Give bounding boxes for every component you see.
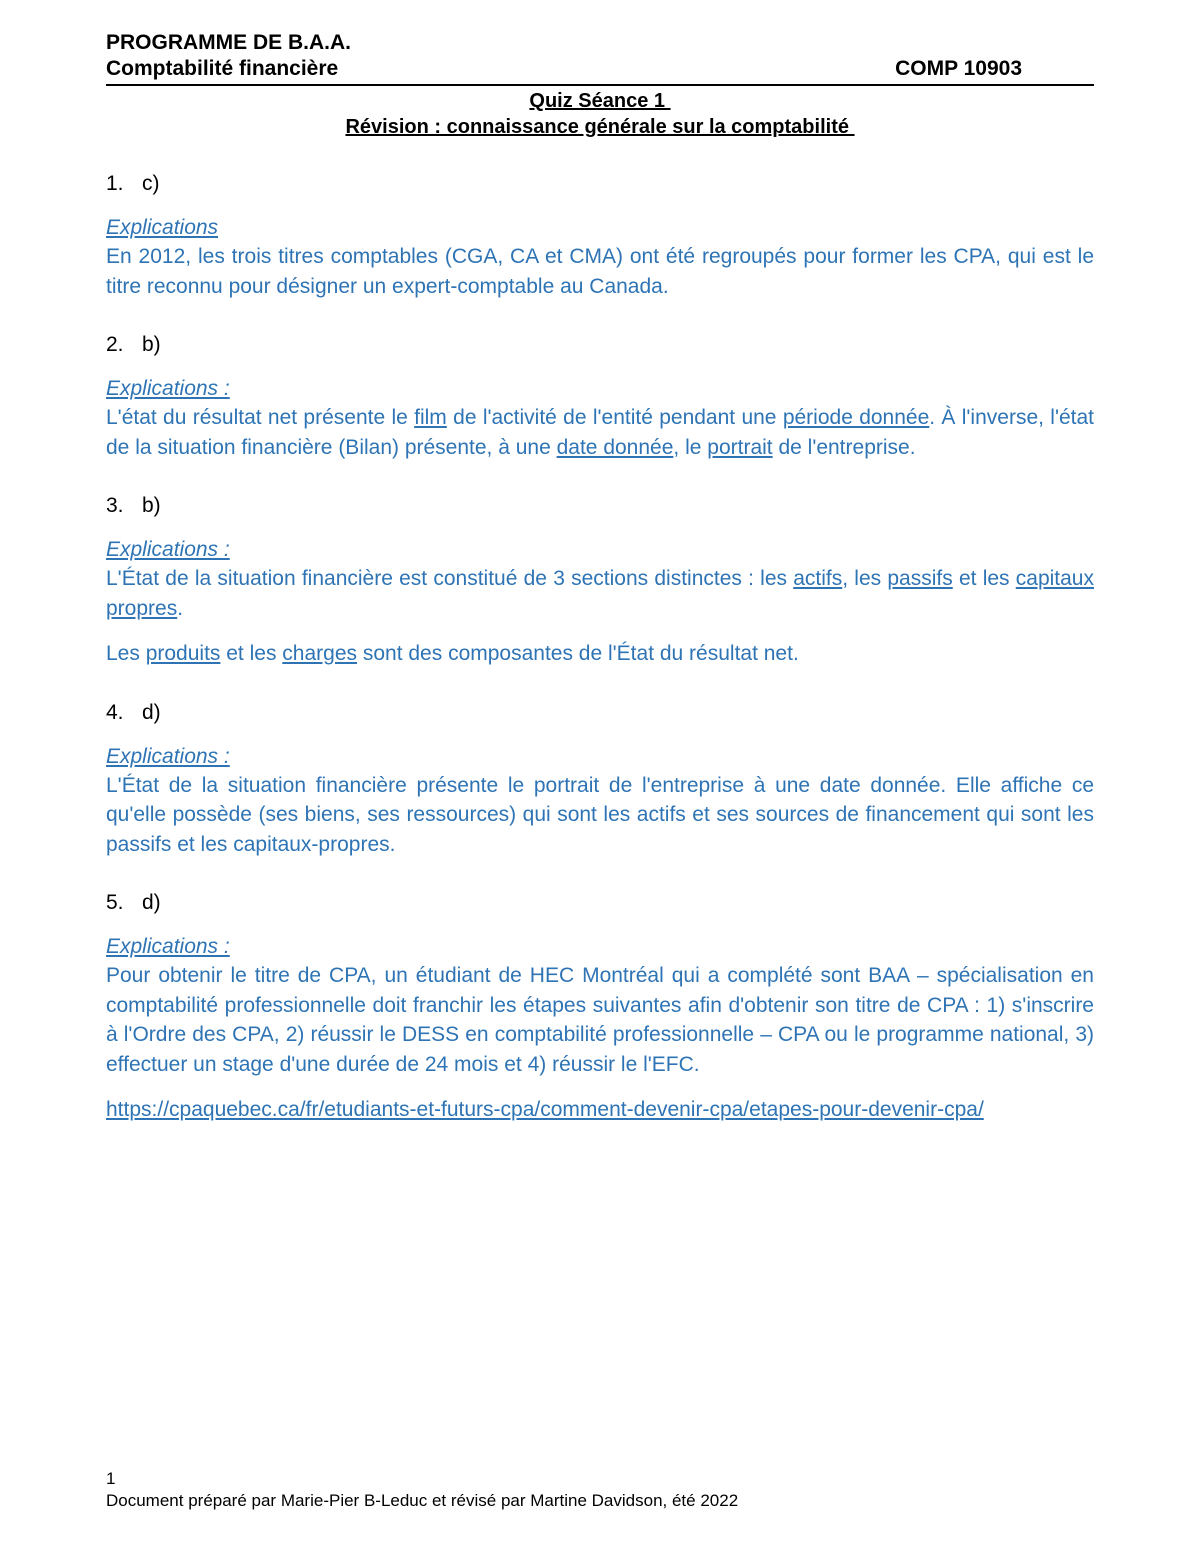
explanation-text-2 [106,639,1094,669]
question-answer: d) [142,700,161,724]
text-segment: de l'entreprise. [772,435,916,459]
document-page [106,30,1094,1124]
question-number: 3. [106,494,124,517]
keyword-produits: produits [145,642,221,665]
text-segment: sont des composantes de l'État du résultat net. [357,642,799,665]
text-segment: . [177,596,184,620]
quiz-title: Quiz Séance 1 [529,90,671,112]
cpa-quebec-link[interactable]: https://cpaquebec.ca/fr/etudiants-et-futurs-cpa/comment-devenir-cpa/etapes-pour-devenir-cpa/ [106,1098,984,1121]
question-answer: d) [142,891,161,914]
explanation-text: Pour obtenir le titre de CPA, un étudiant de HEC Montréal qui a complété sont BAA – spécialisation en comptabilité professionnelle doit franchir les étapes suivantes afin d'obtenir son titre de CPA : 1) s'inscrire à l'Ordre des CPA, 2) réussir le DESS en comptabilité professionnelle – CPA ou le programme national, 3) effectuer un stage d'une durée de 24 mois et 4) réussir le l'EFC. [106,964,1094,1076]
explanation-3 [106,535,1094,669]
explanation-1 [106,213,1094,301]
keyword-actifs: actifs [793,567,843,590]
keyword-passifs: passifs [887,567,953,590]
footer-credit: Document préparé par Marie-Pier B-Leduc et révisé par Martine Davidson, été 2022 [106,1491,739,1510]
explanation-2 [106,374,1094,462]
explanation-label: Explications : [106,538,230,561]
explanation-4 [106,742,1094,860]
question-3 [106,492,1094,520]
question-number: 2. [106,333,124,356]
text-segment: de l'activité de l'entité pendant une [446,406,783,429]
question-answer: b) [142,333,161,356]
text-segment: L'état du résultat net présente le [106,406,415,429]
keyword-charges: charges [282,642,358,665]
text-segment: L'État de la situation financière est constitué de 3 sections distinctes : les [106,567,794,590]
reference-link-wrapper [106,1095,1094,1124]
question-answer: c) [142,172,160,195]
text-segment: et les [220,642,283,665]
question-1 [106,170,1094,198]
text-segment: , les [842,567,888,590]
explanation-5 [106,932,1094,1079]
course-header [106,56,1094,86]
explanation-label: Explications : [106,744,230,768]
keyword-portrait: portrait [707,435,773,459]
keyword-capitaux-propres: capitaux propres [106,567,1094,620]
question-number: 1. [106,172,124,195]
question-number: 5. [106,891,124,914]
explanation-label: Explications : [106,935,230,958]
keyword-date-donnee: date donnée [556,435,674,459]
explanation-text [106,564,1094,623]
keyword-periode-donnee: période donnée [782,406,930,429]
explanation-label: Explications [106,216,219,239]
explanation-text [106,403,1094,462]
question-answer: b) [142,494,161,517]
explanation-text: L'État de la situation financière présente le portrait de l'entreprise à une date donnée. Elle affiche ce qu'elle possède (ses biens, ses ressources) qui sont les actifs et ses sources de financement qui sont les passifs et les capitaux-propres. [106,773,1094,856]
explanation-text: En 2012, les trois titres comptables (CGA, CA et CMA) ont été regroupés pour former les CPA, qui est le titre reconnu pour désigner un expert-comptable au Canada. [106,245,1094,298]
text-segment: , le [673,435,708,459]
text-segment: et les [952,567,1016,590]
explanation-label: Explications : [106,377,230,400]
quiz-subtitle: Révision : connaissance générale sur la comptabilité [345,116,855,138]
keyword-film: film [414,406,447,429]
question-5 [106,889,1094,917]
question-2 [106,331,1094,359]
program-title: PROGRAMME DE B.A.A. [106,31,352,54]
course-name: Comptabilité financière [106,57,339,80]
text-segment: Les [106,642,146,665]
page-footer [106,1468,738,1512]
text-segment: . À l'inverse, l'état de la situation financière (Bilan) présente, à une [106,406,1094,459]
page-number: 1 [106,1469,116,1488]
question-number: 4. [106,700,124,724]
course-code: COMP 10903 [895,57,1022,80]
question-4 [106,699,1094,727]
